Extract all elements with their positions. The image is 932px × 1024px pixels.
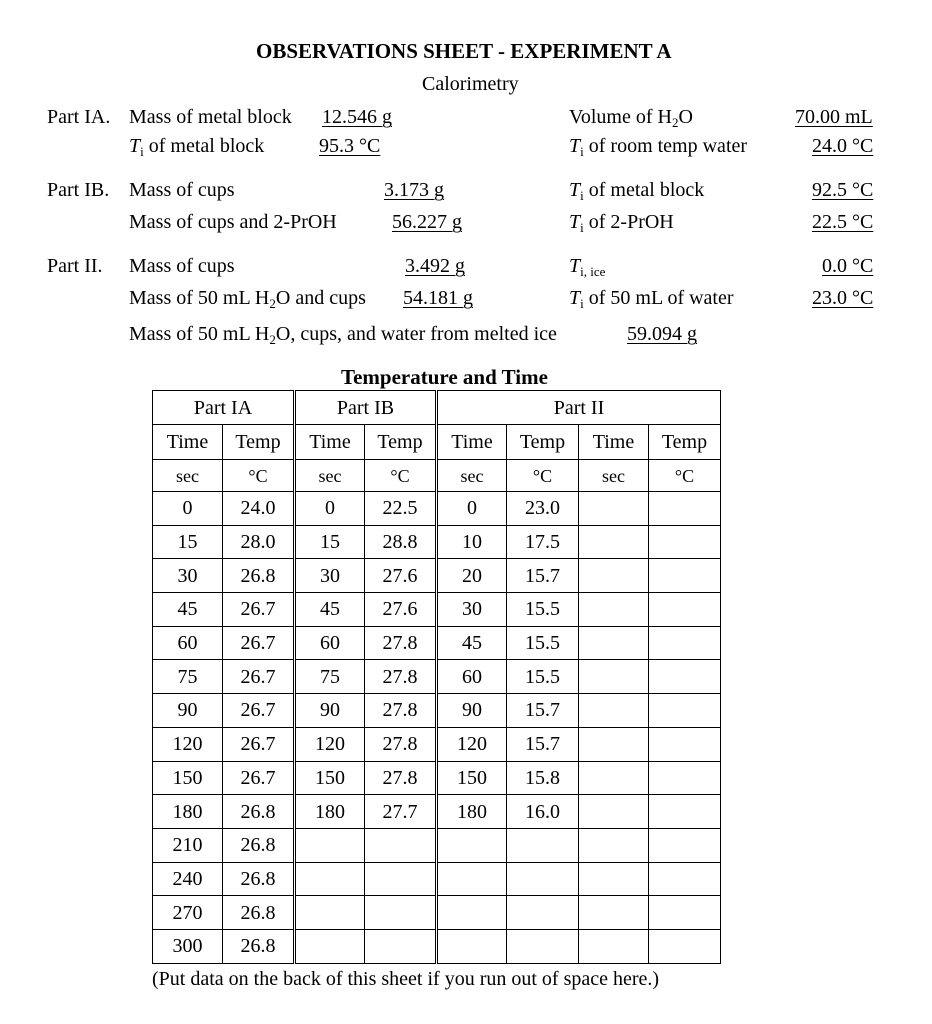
table-row	[153, 828, 721, 862]
table-cell	[579, 593, 649, 627]
table-cell: 0	[295, 492, 365, 526]
table-cell	[507, 828, 579, 862]
ti-proh-label: $T_i$ of 2-PrOH	[569, 211, 674, 235]
table-cell: 27.8	[365, 761, 437, 795]
table-cell	[649, 626, 721, 660]
table-cell	[579, 492, 649, 526]
table-cell: 60	[153, 626, 223, 660]
table-cell	[437, 896, 507, 930]
ti-water-ii-value: 23.0 °C	[812, 287, 874, 309]
table-cell	[579, 795, 649, 829]
table-row	[153, 492, 721, 526]
table-cell	[649, 795, 721, 829]
table-row	[153, 626, 721, 660]
mass-melted-ice-value: 59.094 g	[627, 323, 697, 345]
mass-cups-proh-value: 56.227 g	[392, 211, 462, 233]
table-cell	[649, 593, 721, 627]
table-cell: 120	[437, 727, 507, 761]
table-cell	[579, 761, 649, 795]
table-row	[153, 660, 721, 694]
table-cell: 90	[153, 694, 223, 728]
table-row	[153, 559, 721, 593]
table-row	[153, 525, 721, 559]
table-cell: 26.8	[223, 795, 295, 829]
table-cell	[649, 862, 721, 896]
table-cell: 0	[153, 492, 223, 526]
table-cell: 15.7	[507, 694, 579, 728]
table-cell: 90	[437, 694, 507, 728]
table-cell	[579, 828, 649, 862]
table-cell: 240	[153, 862, 223, 896]
table-cell: 26.7	[223, 593, 295, 627]
table-cell: 60	[295, 626, 365, 660]
table-cell: 120	[295, 727, 365, 761]
table-cell: 15.5	[507, 660, 579, 694]
ti-metal-block-label: $T_i$ of metal block	[129, 135, 265, 159]
ti-ice-value: 0.0 °C	[822, 255, 874, 277]
ti-ice-label: $T_{i, ice}$	[569, 255, 606, 279]
table-cell: 0	[437, 492, 507, 526]
column-header: Temp	[223, 425, 295, 460]
table-footnote: (Put data on the back of this sheet if you run out of space here.)	[152, 968, 660, 990]
table-cell	[295, 896, 365, 930]
table-cell	[649, 761, 721, 795]
column-header: Temp	[649, 425, 721, 460]
table-cell: 26.8	[223, 862, 295, 896]
table-cell	[507, 929, 579, 963]
table-cell: 45	[295, 593, 365, 627]
table-cell	[295, 929, 365, 963]
table-cell: 75	[295, 660, 365, 694]
table-cell: 180	[295, 795, 365, 829]
table-cell: 15	[295, 525, 365, 559]
table-cell	[579, 862, 649, 896]
table-row	[153, 862, 721, 896]
part-ii-label: Part II.	[47, 255, 103, 277]
column-header: Temp	[365, 425, 437, 460]
table-cell: 30	[437, 593, 507, 627]
table-cell: 27.8	[365, 694, 437, 728]
mass-cups-ii-value: 3.492 g	[405, 255, 465, 277]
mass-melted-ice-label: Mass of 50 mL $H_2O$, cups, and water from melted ice	[129, 323, 557, 347]
ti-room-water-label: $T_i$ of room temp water	[569, 135, 748, 159]
table-cell	[507, 896, 579, 930]
mass-water-cups-value: 54.181 g	[403, 287, 473, 309]
table-cell	[649, 929, 721, 963]
table-cell: 45	[437, 626, 507, 660]
column-header: Time	[437, 425, 507, 460]
table-cell	[579, 727, 649, 761]
ti-water-ii-label: $T_i$ of 50 mL of water	[569, 287, 734, 311]
column-unit: °C	[649, 460, 721, 492]
table-cell: 300	[153, 929, 223, 963]
table-cell	[649, 828, 721, 862]
table-cell	[649, 694, 721, 728]
table-cell: 150	[295, 761, 365, 795]
volume-water-label: Volume of $H_2O$	[569, 106, 693, 130]
table-cell	[365, 896, 437, 930]
table-cell	[507, 862, 579, 896]
table-cell: 180	[153, 795, 223, 829]
table-cell: 28.8	[365, 525, 437, 559]
table-cell: 150	[437, 761, 507, 795]
group-header-part-ib: Part IB	[295, 391, 437, 425]
table-row	[153, 694, 721, 728]
table-cell: 210	[153, 828, 223, 862]
table-cell: 30	[295, 559, 365, 593]
column-unit: °C	[365, 460, 437, 492]
table-cell: 15.7	[507, 727, 579, 761]
table-row	[153, 896, 721, 930]
table-cell: 60	[437, 660, 507, 694]
table-cell: 30	[153, 559, 223, 593]
table-cell: 120	[153, 727, 223, 761]
table-cell: 23.0	[507, 492, 579, 526]
table-cell	[437, 828, 507, 862]
table-cell	[437, 929, 507, 963]
table-cell: 26.8	[223, 559, 295, 593]
table-cell: 27.8	[365, 626, 437, 660]
table-cell	[579, 896, 649, 930]
table-row	[153, 929, 721, 963]
column-unit: sec	[153, 460, 223, 492]
table-cell: 15.5	[507, 593, 579, 627]
table-cell: 28.0	[223, 525, 295, 559]
table-cell	[579, 929, 649, 963]
part-ib-label: Part IB.	[47, 179, 110, 201]
table-cell: 27.6	[365, 559, 437, 593]
mass-metal-block-label: Mass of metal block	[129, 106, 292, 128]
table-cell	[649, 525, 721, 559]
table-cell: 15.7	[507, 559, 579, 593]
table-row	[153, 795, 721, 829]
table-cell: 26.7	[223, 761, 295, 795]
part-ia-label: Part IA.	[47, 106, 111, 128]
table-cell: 26.7	[223, 660, 295, 694]
table-cell	[579, 525, 649, 559]
table-cell	[437, 862, 507, 896]
table-cell: 16.0	[507, 795, 579, 829]
table-cell: 26.8	[223, 896, 295, 930]
table-cell: 26.8	[223, 929, 295, 963]
table-cell: 26.7	[223, 727, 295, 761]
table-cell: 27.8	[365, 727, 437, 761]
table-row	[153, 761, 721, 795]
table-cell	[579, 660, 649, 694]
table-cell	[365, 828, 437, 862]
mass-water-cups-label: Mass of 50 mL $H_2O$ and cups	[129, 287, 366, 311]
column-header: Time	[153, 425, 223, 460]
table-row	[153, 727, 721, 761]
ti-metal-ib-value: 92.5 °C	[812, 179, 874, 201]
column-unit: °C	[507, 460, 579, 492]
table-cell: 27.6	[365, 593, 437, 627]
temperature-time-table	[152, 390, 721, 964]
table-cell: 24.0	[223, 492, 295, 526]
ti-proh-value: 22.5 °C	[812, 211, 874, 233]
group-header-part-ia: Part IA	[153, 391, 295, 425]
ti-metal-ib-label: $T_i$ of metal block	[569, 179, 705, 203]
volume-water-value: 70.00 mL	[795, 106, 873, 128]
table-cell: 26.7	[223, 626, 295, 660]
table-cell	[649, 896, 721, 930]
table-cell: 180	[437, 795, 507, 829]
column-unit: °C	[223, 460, 295, 492]
table-cell	[579, 559, 649, 593]
table-cell: 15	[153, 525, 223, 559]
table-cell	[579, 626, 649, 660]
table-title: Temperature and Time	[341, 365, 548, 389]
column-header: Temp	[507, 425, 579, 460]
table-cell	[295, 828, 365, 862]
mass-cups-ib-value: 3.173 g	[384, 179, 444, 201]
column-unit: sec	[579, 460, 649, 492]
table-cell: 150	[153, 761, 223, 795]
ti-metal-block-value: 95.3 °C	[319, 135, 381, 157]
table-cell: 26.7	[223, 694, 295, 728]
table-cell	[649, 492, 721, 526]
table-cell: 22.5	[365, 492, 437, 526]
table-cell	[295, 862, 365, 896]
table-cell: 270	[153, 896, 223, 930]
mass-cups-proh-label: Mass of cups and 2-PrOH	[129, 211, 337, 233]
table-cell: 45	[153, 593, 223, 627]
column-header: Time	[295, 425, 365, 460]
table-cell: 17.5	[507, 525, 579, 559]
table-cell: 15.5	[507, 626, 579, 660]
group-header-part-ii: Part II	[437, 391, 721, 425]
table-cell: 26.8	[223, 828, 295, 862]
mass-cups-ii-label: Mass of cups	[129, 255, 235, 277]
column-header: Time	[579, 425, 649, 460]
table-cell	[579, 694, 649, 728]
table-cell	[649, 727, 721, 761]
column-unit: sec	[295, 460, 365, 492]
table-row	[153, 593, 721, 627]
ti-room-water-value: 24.0 °C	[812, 135, 874, 157]
table-cell: 27.8	[365, 660, 437, 694]
table-cell	[365, 929, 437, 963]
table-cell: 20	[437, 559, 507, 593]
table-cell	[649, 559, 721, 593]
table-cell: 27.7	[365, 795, 437, 829]
table-cell	[649, 660, 721, 694]
table-cell: 10	[437, 525, 507, 559]
table-cell: 75	[153, 660, 223, 694]
mass-cups-ib-label: Mass of cups	[129, 179, 235, 201]
page-title: OBSERVATIONS SHEET - EXPERIMENT A	[256, 39, 672, 63]
table-cell: 90	[295, 694, 365, 728]
table-cell: 15.8	[507, 761, 579, 795]
column-unit: sec	[437, 460, 507, 492]
table-cell	[365, 862, 437, 896]
mass-metal-block-value: 12.546 g	[322, 106, 392, 128]
page-subtitle: Calorimetry	[422, 73, 519, 95]
